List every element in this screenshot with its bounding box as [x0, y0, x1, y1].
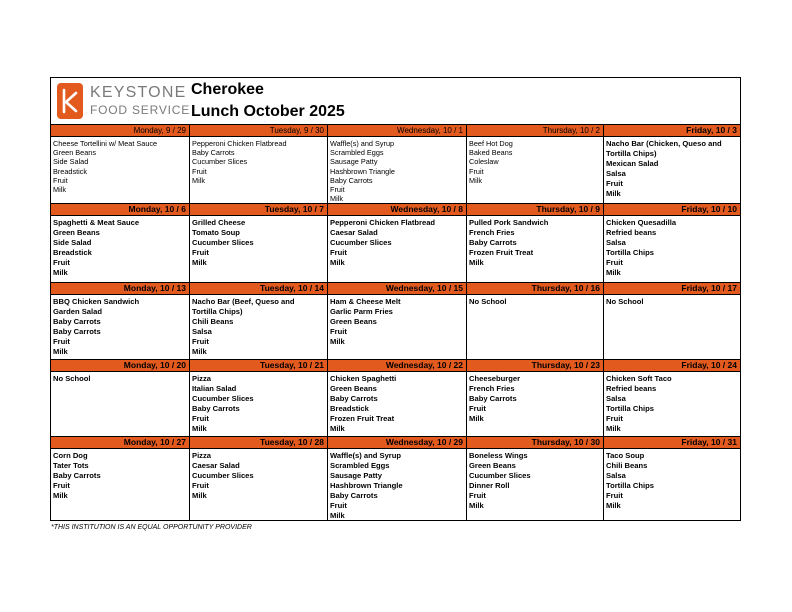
menu-item: Milk: [606, 189, 621, 198]
day-menu-cell: [604, 449, 740, 520]
menu-item: Ham & Cheese Melt: [330, 297, 401, 306]
day-menu-cell: [467, 372, 604, 436]
menu-item: Fruit: [469, 491, 486, 500]
day-label: Wednesday, 10 / 15: [328, 283, 467, 294]
menu-item: Frozen Fruit Treat: [469, 248, 534, 257]
menu-item: Garden Salad: [53, 307, 102, 316]
menu-item: Baby Carrots: [330, 394, 378, 403]
week-header-band: [51, 203, 740, 216]
day-label: Monday, 10 / 6: [51, 204, 190, 215]
keystone-k-icon: [57, 83, 83, 119]
day-label: Tuesday, 10 / 21: [190, 360, 328, 371]
day-menu-cell: [190, 216, 328, 282]
menu-item: Milk: [192, 175, 205, 185]
menu-item: Sausage Patty: [330, 157, 378, 167]
day-label: Wednesday, 10 / 8: [328, 204, 467, 215]
menu-item: Baby Carrots: [330, 491, 378, 500]
menu-item: Fruit: [53, 337, 70, 346]
menu-item: Waffle(s) and Syrup: [330, 139, 395, 148]
menu-item: Pepperoni Chicken Flatbread: [330, 218, 436, 227]
menu-item: Milk: [53, 491, 68, 500]
menu-item: Cheese Tortellini w/ Meat Sauce: [53, 139, 158, 148]
menu-item: Side Salad: [53, 238, 92, 247]
menu-item: Breadstick: [53, 166, 88, 176]
day-menu-cell: [467, 137, 604, 203]
menu-item: Cucumber Slices: [192, 157, 248, 167]
menu-item: Garlic Parm Fries: [330, 307, 393, 316]
day-menu-cell: [190, 372, 328, 436]
menu-item: Milk: [53, 185, 66, 195]
menu-item: Breadstick: [330, 404, 369, 413]
menu-item: Fruit: [469, 166, 484, 176]
menu-item: Refried beans: [606, 384, 657, 393]
menu-item: Tomato Soup: [192, 228, 240, 237]
menu-item: Tortilla Chips: [606, 404, 654, 413]
menu-item: Milk: [606, 424, 621, 433]
menu-item: Milk: [192, 347, 207, 356]
day-menu-cell: [604, 137, 740, 203]
menu-item: Fruit: [606, 491, 623, 500]
menu-item: Fruit: [330, 185, 345, 195]
menu-item: Salsa: [192, 327, 212, 336]
day-menu-cell: [51, 216, 190, 282]
day-menu-cell: [51, 449, 190, 520]
day-menu-cell: [51, 295, 190, 359]
menu-item: Chicken Spaghetti: [330, 374, 397, 383]
menu-item: Milk: [330, 337, 345, 346]
menu-item: Milk: [53, 347, 68, 356]
menu-item: Sausage Patty: [330, 471, 382, 480]
menu-item: Milk: [330, 424, 345, 433]
menu-item: Pepperoni Chicken Flatbread: [192, 139, 287, 148]
menu-item: Fruit: [192, 481, 209, 490]
school-name: Cherokee: [191, 81, 264, 98]
week-header-band: [51, 436, 740, 449]
menu-item: Dinner Roll: [469, 481, 510, 490]
menu-item: Cheeseburger: [469, 374, 521, 383]
keystone-logo: [57, 83, 191, 119]
menu-item: Caesar Salad: [330, 228, 378, 237]
equal-opportunity-footer: *THIS INSTITUTION IS AN EQUAL OPPORTUNITY PROVIDER: [51, 524, 252, 531]
menu-item: Fruit: [53, 258, 70, 267]
week-row: [51, 295, 740, 359]
day-label: Wednesday, 10 / 29: [328, 437, 467, 448]
menu-item: Salsa: [606, 238, 626, 247]
menu-item: Cucumber Slices: [330, 238, 392, 247]
day-label: Monday, 10 / 20: [51, 360, 190, 371]
menu-item: Milk: [469, 414, 484, 423]
day-menu-cell: [328, 137, 467, 203]
menu-item: Fruit: [192, 166, 207, 176]
week-row: [51, 449, 740, 520]
menu-item: Frozen Fruit Treat: [330, 414, 395, 423]
menu-item: Tater Tots: [53, 461, 89, 470]
menu-item: Cucumber Slices: [192, 471, 254, 480]
menu-item: Corn Dog: [53, 451, 88, 460]
menu-item: Scrambled Eggs: [330, 148, 384, 158]
menu-item: Cucumber Slices: [192, 238, 254, 247]
menu-item: Fruit: [53, 481, 70, 490]
menu-item: Milk: [330, 511, 345, 520]
week-header-band: [51, 359, 740, 372]
menu-item: Pulled Pork Sandwich: [469, 218, 549, 227]
menu-item: Baked Beans: [469, 148, 513, 158]
menu-item: Refried beans: [606, 228, 657, 237]
day-menu-cell: [328, 216, 467, 282]
menu-item: Milk: [330, 194, 343, 203]
menu-item: Fruit: [330, 248, 347, 257]
menu-item: Baby Carrots: [53, 327, 101, 336]
day-menu-cell: [328, 295, 467, 359]
menu-item: French Fries: [469, 384, 515, 393]
menu-item: Cucumber Slices: [192, 394, 254, 403]
menu-item: Tortilla Chips: [606, 481, 654, 490]
day-label: Thursday, 10 / 23: [467, 360, 604, 371]
menu-item: Mexican Salad: [606, 159, 659, 168]
menu-item: BBQ Chicken Sandwich: [53, 297, 140, 306]
day-label: Thursday, 10 / 2: [467, 125, 604, 136]
menu-item: Milk: [192, 491, 207, 500]
day-menu-cell: [467, 216, 604, 282]
menu-item: Baby Carrots: [53, 471, 101, 480]
day-label: Monday, 9 / 29: [51, 125, 190, 136]
menu-item: Fruit: [330, 327, 347, 336]
menu-item: Taco Soup: [606, 451, 645, 460]
menu-item: Baby Carrots: [192, 148, 235, 158]
logo-line-2: FOOD SERVICE: [90, 103, 191, 117]
menu-item: Baby Carrots: [192, 404, 240, 413]
day-label: Friday, 10 / 10: [681, 204, 737, 214]
menu-item: Fruit: [192, 248, 209, 257]
menu-item: Baby Carrots: [469, 238, 517, 247]
week-row: [51, 137, 740, 203]
menu-item: Boneless Wings: [469, 451, 528, 460]
week-row: [51, 216, 740, 282]
menu-item: Nacho Bar (Beef, Queso and: [192, 297, 295, 306]
menu-item: Italian Salad: [192, 384, 237, 393]
day-menu-cell: [51, 137, 190, 203]
menu-title: Lunch October 2025: [191, 103, 345, 120]
day-label: Friday, 10 / 3: [686, 125, 737, 135]
menu-item: Fruit: [606, 414, 623, 423]
menu-item: Salsa: [606, 471, 626, 480]
menu-item: Breadstick: [53, 248, 92, 257]
week-header-band: [51, 282, 740, 295]
menu-item: Pizza: [192, 451, 211, 460]
day-menu-cell: [190, 295, 328, 359]
menu-item: Green Beans: [469, 461, 516, 470]
menu-item: Milk: [330, 258, 345, 267]
day-label: Tuesday, 10 / 7: [190, 204, 328, 215]
logo-line-1: KEYSTONE: [90, 84, 187, 101]
menu-item: Waffle(s) and Syrup: [330, 451, 402, 460]
week-row: [51, 372, 740, 436]
day-label: Monday, 10 / 13: [51, 283, 190, 294]
menu-header: [51, 78, 740, 125]
day-menu-cell: [604, 372, 740, 436]
menu-item: Fruit: [469, 404, 486, 413]
menu-item: Grilled Cheese: [192, 218, 246, 227]
lunch-menu-calendar: [50, 77, 741, 521]
menu-item: Green Beans: [330, 317, 377, 326]
day-menu-cell: [467, 449, 604, 520]
menu-item: Fruit: [330, 501, 347, 510]
day-label: Friday, 10 / 24: [681, 360, 737, 370]
menu-item: Salsa: [606, 169, 626, 178]
day-menu-cell: [604, 295, 740, 359]
menu-item: Scrambled Eggs: [330, 461, 390, 470]
menu-item: Fruit: [53, 175, 68, 185]
menu-item: Milk: [606, 501, 621, 510]
menu-item: Tortilla Chips: [606, 248, 654, 257]
menu-item: Milk: [606, 268, 621, 277]
day-label: Thursday, 10 / 16: [467, 283, 604, 294]
menu-item: Fruit: [606, 179, 623, 188]
day-label: Tuesday, 10 / 14: [190, 283, 328, 294]
day-label: Friday, 10 / 31: [681, 437, 737, 447]
day-label: Tuesday, 9 / 30: [190, 125, 328, 136]
day-menu-cell: [328, 449, 467, 520]
menu-item: Beef Hot Dog: [469, 139, 513, 148]
menu-item: Green Beans: [53, 148, 96, 158]
day-label: Thursday, 10 / 9: [467, 204, 604, 215]
menu-item: Chili Beans: [192, 317, 234, 326]
menu-item: Chili Beans: [606, 461, 648, 470]
menu-item: Milk: [53, 268, 68, 277]
menu-item: No School: [469, 297, 507, 306]
menu-item: Hashbrown Triangle: [330, 481, 403, 490]
menu-item: Chicken Quesadilla: [606, 218, 677, 227]
menu-item: Tortilla Chips): [606, 149, 657, 158]
day-menu-cell: [190, 449, 328, 520]
week-header-band: [51, 124, 740, 137]
menu-item: Milk: [192, 424, 207, 433]
menu-item: Fruit: [192, 337, 209, 346]
menu-item: Baby Carrots: [330, 175, 373, 185]
menu-item: Milk: [469, 175, 482, 185]
day-menu-cell: [604, 216, 740, 282]
menu-item: Side Salad: [53, 157, 89, 167]
menu-item: Salsa: [606, 394, 626, 403]
day-menu-cell: [190, 137, 328, 203]
menu-item: Spaghetti & Meat Sauce: [53, 218, 140, 227]
day-label: Thursday, 10 / 30: [467, 437, 604, 448]
menu-item: Cucumber Slices: [469, 471, 531, 480]
day-label: Friday, 10 / 17: [681, 283, 737, 293]
menu-item: Green Beans: [330, 384, 377, 393]
day-label: Tuesday, 10 / 28: [190, 437, 328, 448]
day-menu-cell: [328, 372, 467, 436]
day-menu-cell: [467, 295, 604, 359]
menu-item: Fruit: [606, 258, 623, 267]
menu-item: Caesar Salad: [192, 461, 240, 470]
day-menu-cell: [51, 372, 190, 436]
day-label: Wednesday, 10 / 1: [328, 125, 467, 136]
menu-item: No School: [606, 297, 644, 306]
menu-item: Baby Carrots: [53, 317, 101, 326]
day-label: Monday, 10 / 27: [51, 437, 190, 448]
menu-item: Milk: [469, 501, 484, 510]
menu-item: No School: [53, 374, 91, 383]
menu-item: Green Beans: [53, 228, 100, 237]
menu-item: Baby Carrots: [469, 394, 517, 403]
menu-item: French Fries: [469, 228, 515, 237]
menu-item: Chicken Soft Taco: [606, 374, 672, 383]
menu-item: Tortilla Chips): [192, 307, 243, 316]
menu-item: Milk: [469, 258, 484, 267]
menu-item: Fruit: [192, 414, 209, 423]
menu-item: Hashbrown Triangle: [330, 166, 395, 176]
menu-item: Milk: [192, 258, 207, 267]
menu-item: Coleslaw: [469, 157, 499, 167]
day-label: Wednesday, 10 / 22: [328, 360, 467, 371]
menu-item: Pizza: [192, 374, 211, 383]
menu-item: Nacho Bar (Chicken, Queso and: [606, 139, 722, 148]
